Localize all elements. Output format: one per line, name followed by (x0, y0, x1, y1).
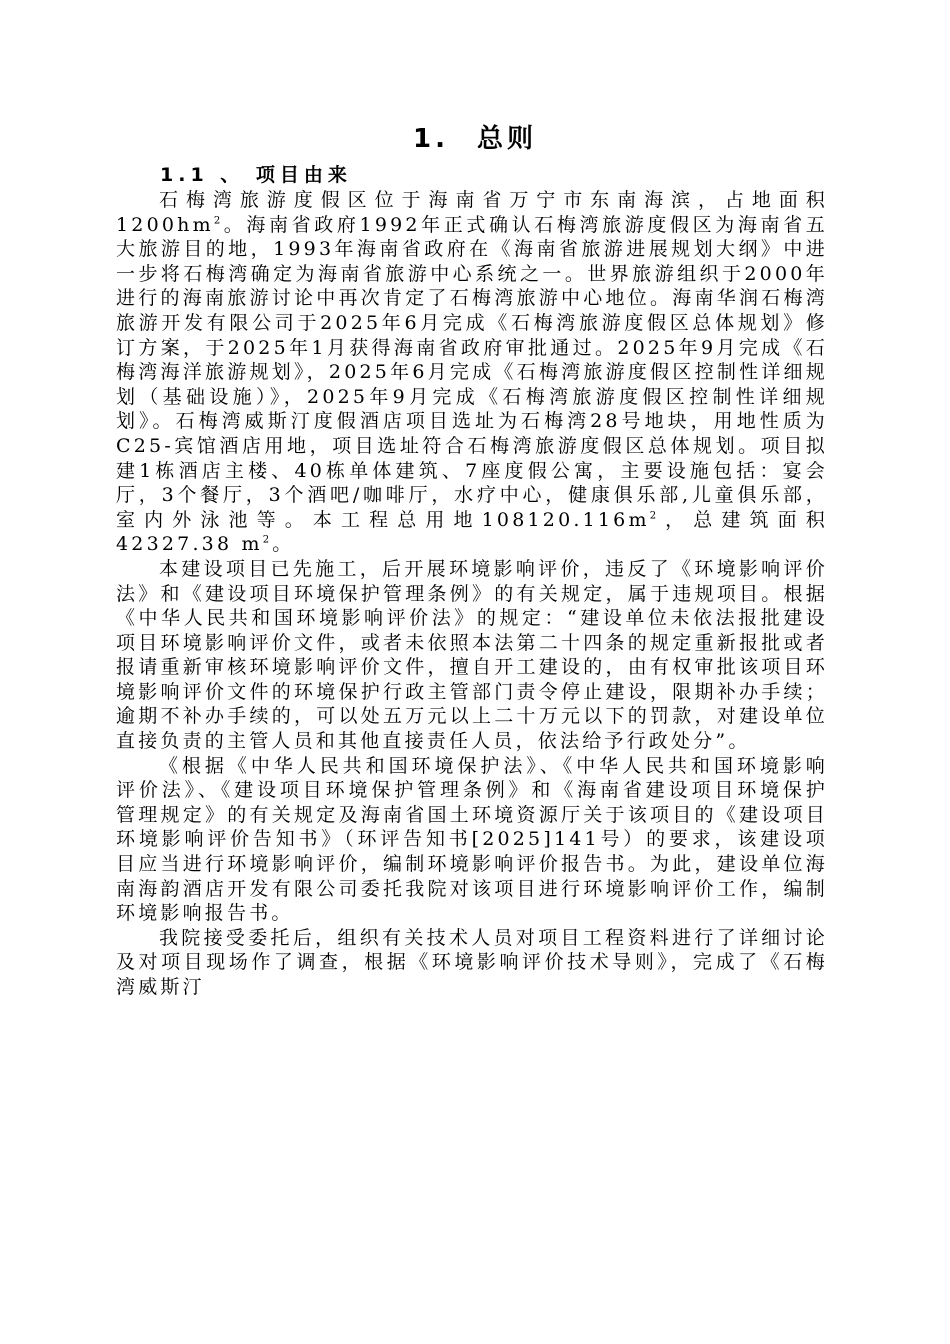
superscript: 2 (213, 215, 224, 227)
section-heading: 1.1 、 项目由来 (160, 164, 352, 186)
paragraph-text: 。 (272, 533, 295, 556)
body-text (116, 188, 828, 1000)
paragraph-text: 石梅湾旅游度假区位于海南省万宁市东南海滨，占地面积1200hm (116, 189, 828, 236)
superscript: 2 (649, 510, 660, 522)
paragraph-project-origin (116, 188, 828, 557)
paragraph-text: 。海南省政府1992年正式确认石梅湾旅游度假区为海南省五大旅游目的地，1993年海南省政府在《海南省旅游进展规划大纲》中进一步将石梅湾确定为海南省旅游中心系统之一。世界旅游组织于2000年进行的海南旅游讨论中再次肯定了石梅湾旅游中心地位。海南华润石梅湾旅游开发有限公司于2025年6月完成《石梅湾旅游度假区总体规划》修订方案，于2025年1月获得海南省政府审批通过。2025年9月完成《石梅湾海洋旅游规划》，2025年6月完成《石梅湾旅游度假区控制性详细规划（基础设施）》，2025年9月完成《石梅湾旅游度假区控制性详细规划》。石梅湾威斯汀度假酒店项目选址为石梅湾28号地块，用地性质为C25-宾馆酒店用地，项目选址符合石梅湾旅游度假区总体规划。项目拟建1栋酒店主楼、40栋单体建筑、7座度假公寓，主要设施包括：宴会厅，3个餐厅，3个酒吧/咖啡厅，水疗中心，健康俱乐部,儿童俱乐部，室内外泳池等。本工程总用地108120.116m (116, 213, 828, 531)
paragraph-commission: 我院接受委托后，组织有关技术人员对项目工程资料进行了详细讨论及对项目现场作了调查，根据《环境影响评价技术导则》，完成了《石梅湾威斯汀 (116, 926, 828, 998)
paragraph-legal-basis: 《根据《中华人民共和国环境保护法》、《中华人民共和国环境影响评价法》、《建设项目环境保护管理条例》和《海南省建设项目环境保护管理规定》的有关规定及海南省国土环境资源厅关于该项目的《建设项目环境影响评价告知书》（环评告知书[2025]141号）的要求，该建设项目应当进行环境影响评价，编制环境影响评价报告书。为此，建设单位海南海韵酒店开发有限公司委托我院对该项目进行环境影响评价工作，编制环境影响报告书。 (116, 754, 828, 925)
paragraph-violation: 本建设项目已先施工，后开展环境影响评价，违反了《环境影响评价法》和《建设项目环境保护管理条例》的有关规定，属于违规项目。根据《中华人民共和国环境影响评价法》的规定：“建设单位未依法报批建设项目环境影响评价文件，或者未依照本法第二十四条的规定重新报批或者报请重新审核环境影响评价文件，擅自开工建设的，由有权审批该项目环境影响评价文件的环境保护行政主管部门责令停止建设，限期补办手续；逾期不补办手续的，可以处五万元以上二十万元以下的罚款，对建设单位直接负责的主管人员和其他直接责任人员，依法给予行政处分”。 (116, 557, 828, 753)
chapter-number: 1. (413, 124, 449, 154)
superscript: 2 (262, 534, 273, 546)
chapter-heading (0, 118, 950, 155)
chapter-title: 总则 (476, 124, 537, 154)
paragraph-text: ，总建筑面积 42327.38 m (116, 508, 829, 556)
